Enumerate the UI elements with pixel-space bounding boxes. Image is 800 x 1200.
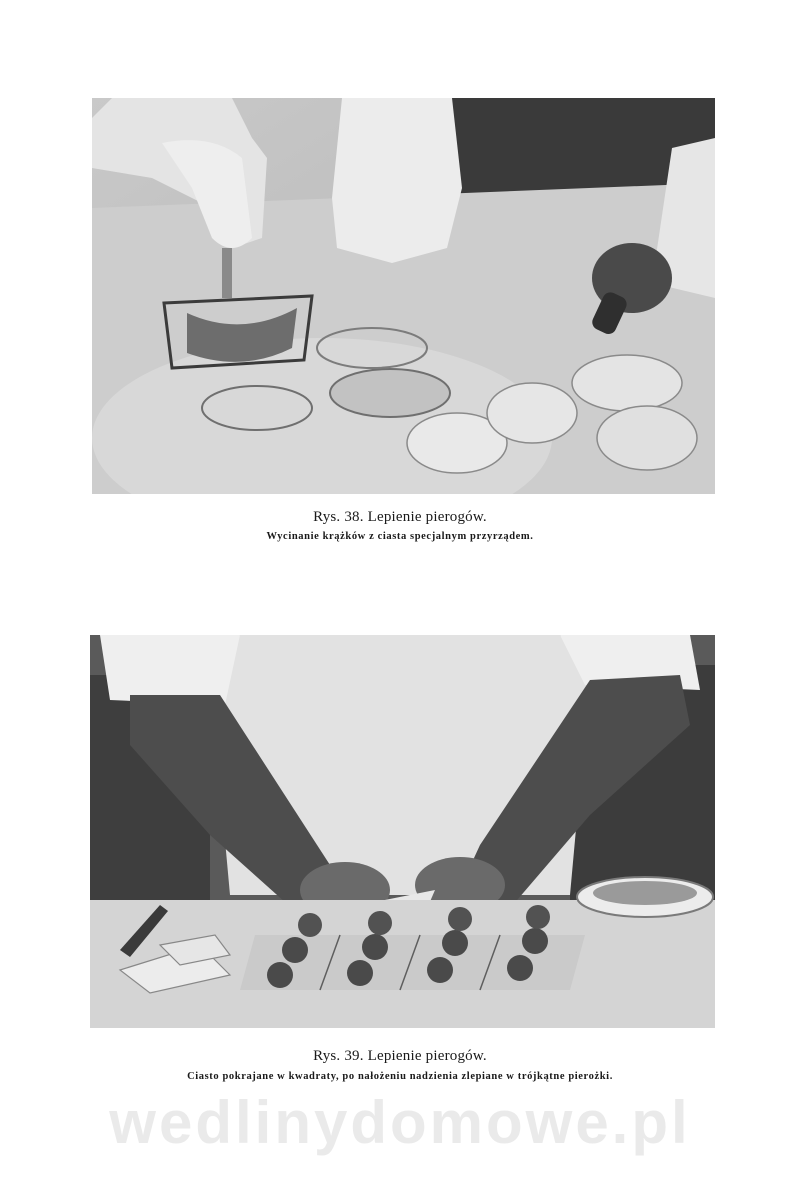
figure-38-title: Rys. 38. Lepienie pierogów. xyxy=(313,509,487,525)
watermark: wedlinydomowe.pl xyxy=(109,1089,691,1156)
photo-cutting-dough-circles xyxy=(92,98,715,494)
figure-39-caption: Ciasto pokrajane w kwadraty, po nałożeniu nadzienia zlepiane w trójkątne pierożki. xyxy=(187,1071,613,1082)
figure-38-caption: Wycinanie krążków z ciasta specjalnym przyrządem. xyxy=(266,531,534,542)
photo-folding-triangular-pierogi xyxy=(90,635,715,1028)
figure-39-title: Rys. 39. Lepienie pierogów. xyxy=(313,1048,487,1064)
